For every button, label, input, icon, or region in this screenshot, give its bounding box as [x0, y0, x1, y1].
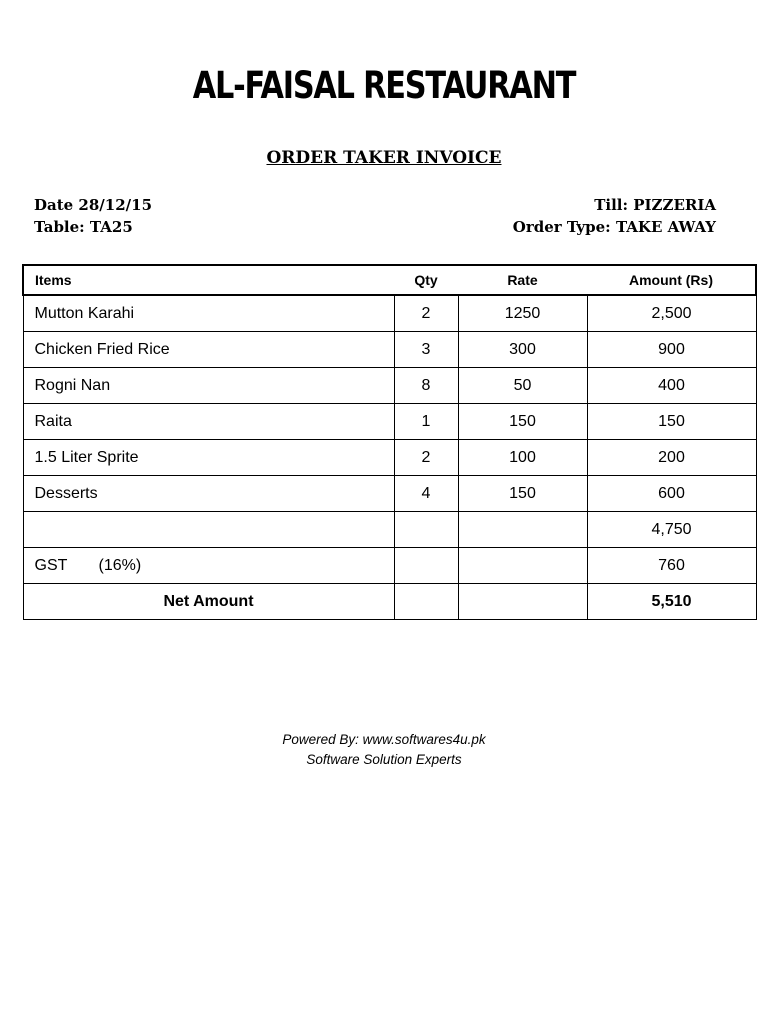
- gst-row: [23, 548, 756, 584]
- table-row: [23, 295, 756, 332]
- subtotal-empty-rate: [458, 512, 587, 548]
- item-qty: 8: [394, 368, 458, 404]
- table-row: [23, 368, 756, 404]
- net-amount-row: [23, 584, 756, 620]
- item-qty: 1: [394, 404, 458, 440]
- item-name: Mutton Karahi: [23, 295, 394, 332]
- subtotal-label-cell: [23, 512, 394, 548]
- item-amount: 2,500: [587, 295, 756, 332]
- header-amount: Amount (Rs): [587, 265, 756, 295]
- item-amount: 200: [587, 440, 756, 476]
- till-name: Till: PIZZERIA: [594, 196, 716, 214]
- restaurant-name: AL-FAISAL RESTAURANT: [192, 64, 576, 107]
- table-number: Table: TA25: [34, 218, 133, 236]
- subtotal-row: [23, 512, 756, 548]
- powered-by-text: Powered By: www.softwares4u.pk: [282, 732, 486, 747]
- net-amount-value: 5,510: [587, 584, 756, 620]
- item-rate: 1250: [458, 295, 587, 332]
- table-row: [23, 332, 756, 368]
- order-type: Order Type: TAKE AWAY: [512, 218, 716, 236]
- net-empty-qty: [394, 584, 458, 620]
- gst-rate: (16%): [98, 556, 142, 574]
- item-amount: 400: [587, 368, 756, 404]
- net-amount-label: Net Amount: [23, 584, 394, 620]
- table-row: [23, 476, 756, 512]
- item-rate: 50: [458, 368, 587, 404]
- table-row: [23, 440, 756, 476]
- invoice-title: ORDER TAKER INVOICE: [266, 148, 502, 168]
- item-qty: 3: [394, 332, 458, 368]
- item-amount: 600: [587, 476, 756, 512]
- item-qty: 2: [394, 295, 458, 332]
- items-table: [22, 264, 757, 620]
- item-qty: 2: [394, 440, 458, 476]
- tagline-text: Software Solution Experts: [306, 752, 462, 767]
- header-items: Items: [23, 265, 394, 295]
- item-name: 1.5 Liter Sprite: [23, 440, 394, 476]
- item-rate: 300: [458, 332, 587, 368]
- item-rate: 150: [458, 404, 587, 440]
- item-qty: 4: [394, 476, 458, 512]
- item-name: Rogni Nan: [23, 368, 394, 404]
- header-qty: Qty: [394, 265, 458, 295]
- table-header-row: [23, 265, 756, 295]
- subtotal-empty-qty: [394, 512, 458, 548]
- invoice-date: Date 28/12/15: [34, 196, 153, 214]
- subtotal-amount: 4,750: [587, 512, 756, 548]
- gst-empty-rate: [458, 548, 587, 584]
- item-name: Desserts: [23, 476, 394, 512]
- item-name: Raita: [23, 404, 394, 440]
- gst-label-cell: [23, 548, 394, 584]
- table-row: [23, 404, 756, 440]
- gst-amount: 760: [587, 548, 756, 584]
- gst-label: GST: [34, 556, 68, 574]
- item-amount: 900: [587, 332, 756, 368]
- item-rate: 100: [458, 440, 587, 476]
- item-amount: 150: [587, 404, 756, 440]
- item-name: Chicken Fried Rice: [23, 332, 394, 368]
- header-rate: Rate: [458, 265, 587, 295]
- gst-empty-qty: [394, 548, 458, 584]
- item-rate: 150: [458, 476, 587, 512]
- net-empty-rate: [458, 584, 587, 620]
